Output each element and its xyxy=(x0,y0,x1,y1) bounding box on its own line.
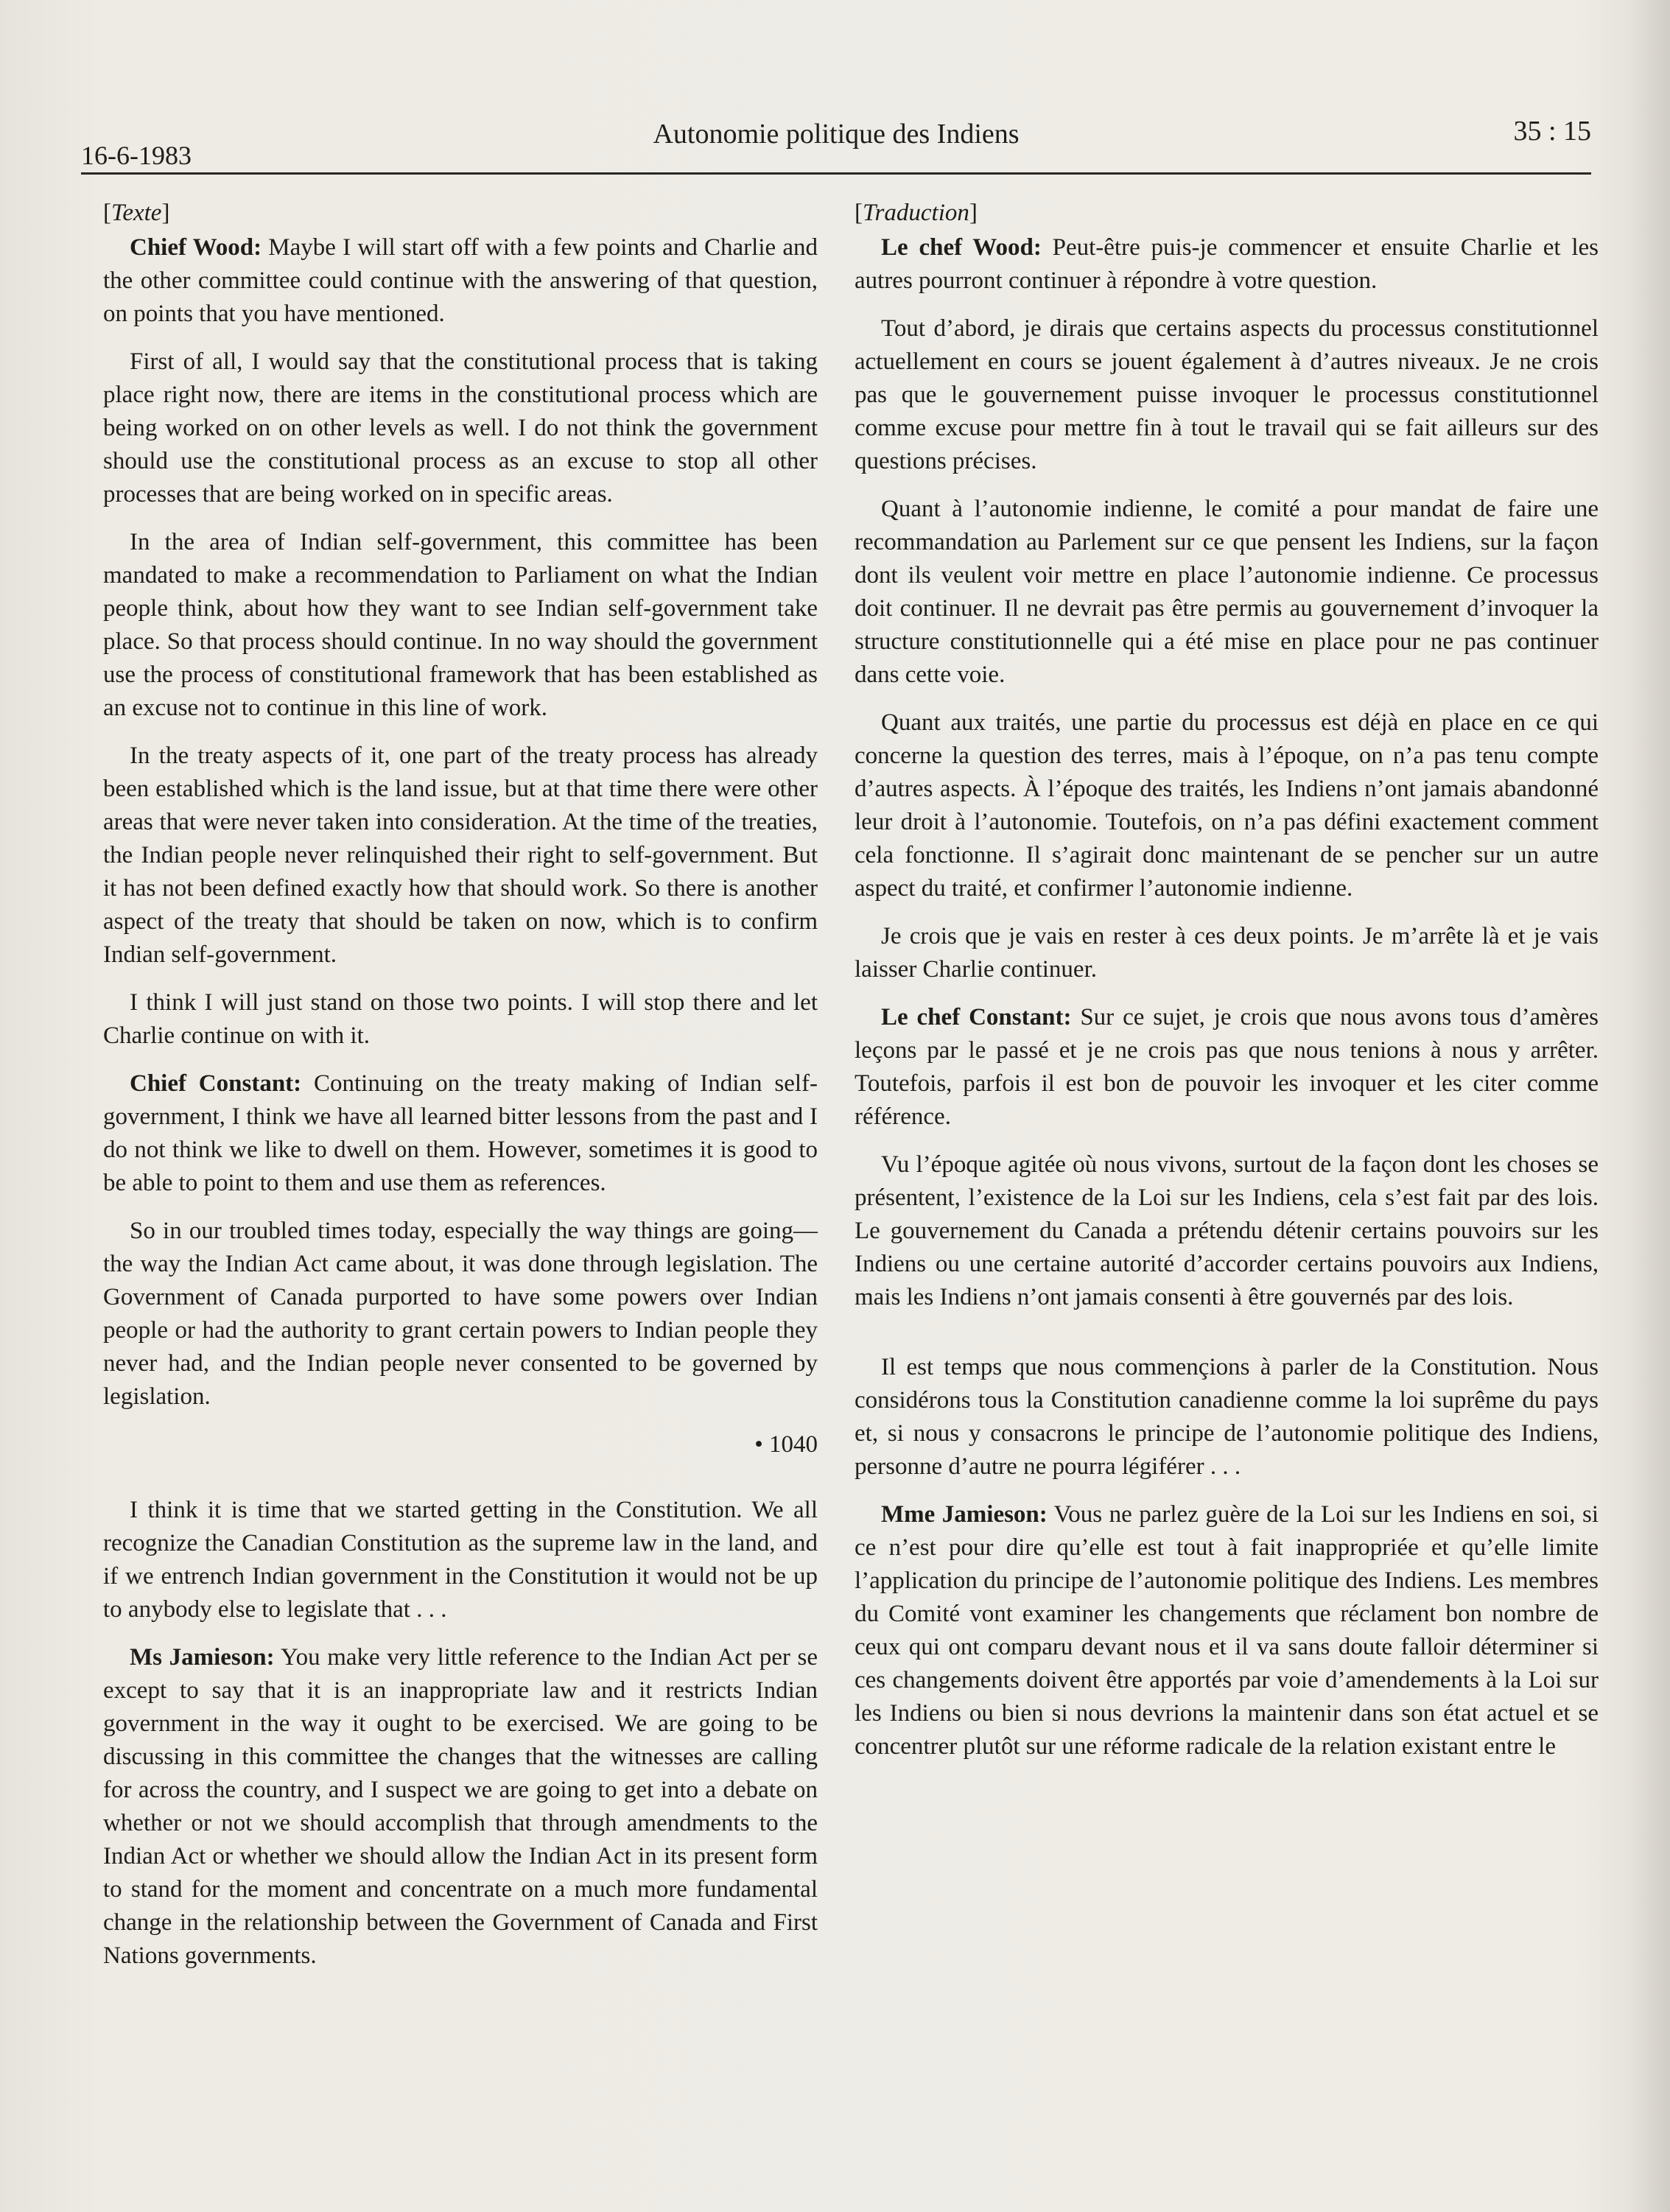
paragraph: Le chef Wood: Peut-être puis-je commencer et ensuite Charlie et les autres pourront continuer à répondre à votre question. xyxy=(855,234,1599,294)
speaker-name: Le chef Wood: xyxy=(881,234,1042,261)
paragraph: Ms Jamieson: You make very little reference to the Indian Act per se except to say that it is an inappropriate law and it restricts Indian government in the way it ought to be exercised. We are going to be discussing in this committee the changes that the witnesses are calling for across the country, and I suspect we are going to get into a debate on whether or not we should accomplish that through amendments to the Indian Act or whether we should allow the Indian Act in its present form to stand for the moment and concentrate on a much more fundamental change in the relationship between the Government of Canada and First Nations governments. xyxy=(103,1644,818,1969)
paragraph: Il est temps que nous commençions à parler de la Constitution. Nous considérons tous la Constitution canadienne comme la loi suprême du pays et, si nous y consacrons le principe de l’autonomie politique des Indiens, personne d’autre ne pourra légiférer . . . xyxy=(855,1354,1599,1480)
paragraph: Chief Constant: Continuing on the treaty making of Indian self-government, I think we have all learned bitter lessons from the past and I do not think we like to dwell on them. However, sometimes it is good to be able to point to them and use them as references. xyxy=(103,1070,818,1196)
paragraph: In the area of Indian self-government, this committee has been mandated to make a recommendation to Parliament on what the Indian people think, about how they want to see Indian self-government take place. So that process should continue. In no way should the government use the process of constitutional framework that has been established as an excuse not to continue in this line of work. xyxy=(103,529,818,721)
header-page-number: 35 : 15 xyxy=(1513,116,1591,147)
header-rule xyxy=(81,172,1591,175)
paragraph: Je crois que je vais en rester à ces deux points. Je m’arrête là et je vais laisser Charlie continuer. xyxy=(855,923,1599,983)
time-marker: • 1040 xyxy=(754,1431,818,1458)
speaker-name: Chief Wood: xyxy=(130,234,262,261)
paragraph-gap xyxy=(855,1329,1599,1351)
speaker-name: Le chef Constant: xyxy=(881,1004,1072,1030)
speaker-name: Mme Jamieson: xyxy=(881,1501,1048,1528)
paragraph: Tout d’abord, je dirais que certains aspects du processus constitutionnel actuellement en cours se jouent également à d’autres niveaux. Je ne crois pas que le gouvernement puisse invoquer le processus constitutionnel comme excuse pour mettre fin à tout le travail qui se fait ailleurs sur des questions précises. xyxy=(855,315,1599,474)
paragraph: In the treaty aspects of it, one part of the treaty process has already been established which is the land issue, but at that time there were other areas that were never taken into consideration. At the time of the treaties, the Indian people never relinquished their right to self-government. But it has not been defined exactly how that should work. So there is another aspect of the treaty that should be taken on now, which is to confirm Indian self-government. xyxy=(103,742,818,968)
paragraph: First of all, I would say that the constitutional process that is taking place right now, there are items in the constitutional process which are being worked on on other levels as well. I do not think the government should use the constitutional process as an excuse to stop all other processes that are being worked on in specific areas. xyxy=(103,348,818,508)
paragraph: Mme Jamieson: Vous ne parlez guère de la Loi sur les Indiens en soi, si ce n’est pour dire qu’elle est tout à fait inappropriée et qu’elle limite l’application du principe de l’autonomie politique des Indiens. Les membres du Comité vont examiner les changements que réclament bon nombre de ceux qui ont comparu devant nous et il va sans doute falloir déterminer si ces changements doivent être apportés par voie d’amendements à la Loi sur les Indiens ou bien si nous devrions la maintenir dans son état actuel et se concentrer plutôt sur une réforme radicale de la relation existant entre le xyxy=(855,1501,1599,1760)
header-title: Autonomie politique des Indiens xyxy=(653,119,1020,150)
speaker-name: Ms Jamieson: xyxy=(130,1644,275,1671)
french-column xyxy=(855,188,1599,1778)
paragraph: Quant aux traités, une partie du processus est déjà en place en ce qui concerne la question des terres, mais à l’époque, on n’a pas tenu compte d’autres aspects. À l’époque des traités, les Indiens n’ont jamais abandonné leur droit à l’autonomie. Toutefois, on n’a pas défini exactement comment cela fonctionne. Il s’agirait donc maintenant de se pencher sur un autre aspect du traité, et confirmer l’autonomie indienne. xyxy=(855,709,1599,902)
english-column xyxy=(103,188,818,1987)
speaker-name: Chief Constant: xyxy=(130,1070,302,1097)
section-label-texte: [Texte] xyxy=(103,200,170,226)
paragraph: Vu l’époque agitée où nous vivons, surtout de la façon dont les choses se présentent, l’existence de la Loi sur les Indiens, cela s’est fait par des lois. Le gouvernement du Canada a prétendu détenir certains pouvoirs sur les Indiens ou une certaine autorité d’accorder certains pouvoirs aux Indiens, mais les Indiens n’ont jamais consenti à être gouvernés par des lois. xyxy=(855,1151,1599,1310)
page-spine-shadow xyxy=(1626,0,1670,2212)
paragraph: Chief Wood: Maybe I will start off with a few points and Charlie and the other committee could continue with the answering of that question, on points that you have mentioned. xyxy=(103,234,818,327)
header-date: 16-6-1983 xyxy=(81,141,192,170)
paragraph: I think it is time that we started getting in the Constitution. We all recognize the Canadian Constitution as the supreme law in the land, and if we entrench Indian government in the Constitution it would not be up to anybody else to legislate that . . . xyxy=(103,1497,818,1623)
paragraph: So in our troubled times today, especially the way things are going—the way the Indian Act came about, it was done through legislation. The Government of Canada purported to have some powers over Indian people or had the authority to grant certain powers to Indian people they never had, and the Indian people never consented to be governed by legislation. xyxy=(103,1218,818,1410)
paragraph: Quant à l’autonomie indienne, le comité a pour mandat de faire une recommandation au Parlement sur ce que pensent les Indiens, sur la façon dont ils veulent voir mettre en place l’autonomie indienne. Ce processus doit continuer. Il ne devrait pas être permis au gouvernement d’invoquer la structure constitutionnelle qui a été mise en place pour ne pas continuer dans cette voie. xyxy=(855,496,1599,688)
section-label-traduction: [Traduction] xyxy=(855,200,978,226)
paragraph: I think I will just stand on those two points. I will stop there and let Charlie continue on with it. xyxy=(103,989,818,1049)
page-header xyxy=(81,110,1591,177)
paragraph: Le chef Constant: Sur ce sujet, je crois que nous avons tous d’amères leçons par le passé et je ne crois pas que nous tenions à nous y arrêter. Toutefois, parfois il est bon de pouvoir les invoquer et les citer comme référence. xyxy=(855,1004,1599,1130)
